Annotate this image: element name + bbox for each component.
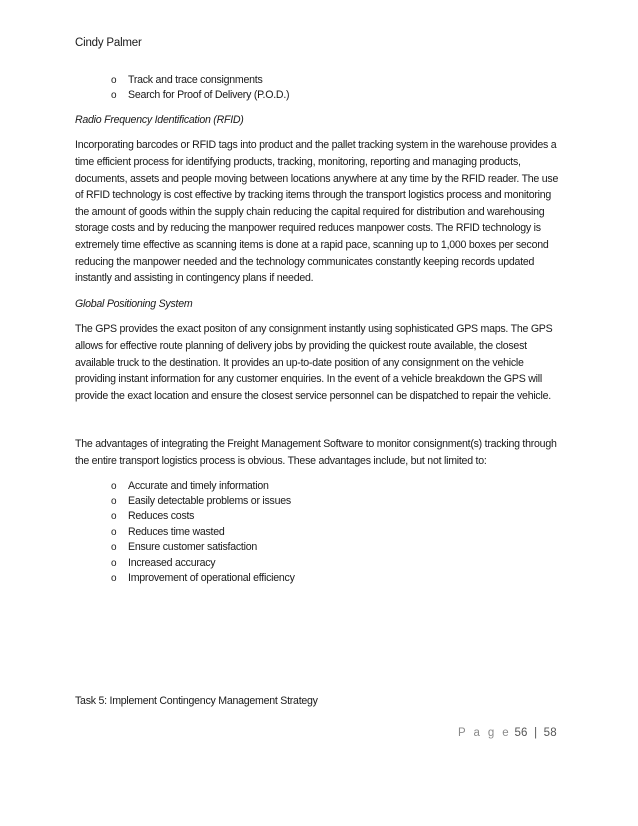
- hollow-bullet-icon: o: [111, 495, 117, 507]
- header-author: Cindy Palmer: [75, 37, 142, 49]
- list-item-text: Increased accuracy: [128, 556, 216, 569]
- list-item: [75, 571, 565, 586]
- hollow-bullet-icon: o: [111, 90, 117, 102]
- list-item: [75, 556, 565, 571]
- spacer: [75, 413, 565, 436]
- hollow-bullet-icon: o: [111, 511, 117, 523]
- hollow-bullet-icon: o: [111, 572, 117, 584]
- list-item: [75, 509, 565, 524]
- hollow-bullet-icon: o: [111, 542, 117, 554]
- spacer: [75, 594, 565, 693]
- hollow-bullet-icon: o: [111, 557, 117, 569]
- list-item: [75, 525, 565, 540]
- list-item-text: Accurate and timely information: [128, 479, 269, 492]
- list-item-text: Easily detectable problems or issues: [128, 494, 291, 507]
- rfid-heading: Radio Frequency Identification (RFID): [75, 113, 244, 126]
- top-bullet-list: [75, 73, 565, 104]
- page-footer: [458, 727, 557, 739]
- page-separator: |: [534, 727, 538, 739]
- page-current: 56: [514, 727, 528, 739]
- list-item: [75, 88, 565, 103]
- page-label: P a g e: [458, 727, 512, 739]
- page-content: [75, 73, 565, 719]
- gps-paragraph: The GPS provides the exact positon of any consignment instantly using sophisticated GPS maps. The GPS allows for effective route planning of delivery jobs by providing the quickest route available, the closest available truck to the destination. It provides an up-to-date position of any consignment on the vehicle providing instant information for any customer enquiries. In the event of a vehicle breakdown the GPS will provide the exact location and ensure the closest service personnel can be dispatched to repair the vehicle.: [75, 323, 553, 402]
- list-item-text: Ensure customer satisfaction: [128, 541, 258, 554]
- list-item: [75, 540, 565, 555]
- list-item-text: Search for Proof of Delivery (P.O.D.): [128, 89, 290, 102]
- advantages-intro: The advantages of integrating the Freight Management Software to monitor consignment(s) tracking through the entire transport logistics process is obvious. These advantages include, but not limited to:: [75, 438, 557, 467]
- gps-heading: Global Positioning System: [75, 297, 193, 310]
- hollow-bullet-icon: o: [111, 75, 117, 86]
- rfid-paragraph: Incorporating barcodes or RFID tags into product and the pallet tracking system in the warehouse provides a time efficient process for identifying products, tracking, monitoring, reporting and managing products, documents, assets and people moving between locations anywhere at any time by the RFID reader. The use of RFID technology is cost effective by tracking items through the transport logistics process and monitoring the amount of goods within the supply chain reducing the capital required for distribution and warehousing storage costs and by reducing the manpower required reduces manpower costs. The RFID technology is extremely time effective as scanning items is done at a rapid pace, scanning up to 1,000 boxes per second reducing the manpower needed and the technology communicates constantly keeping records updated instantly and assisting in contingency plans if needed.: [75, 139, 559, 285]
- task-heading: Task 5: Implement Contingency Management Strategy: [75, 695, 318, 708]
- advantages-list: [75, 479, 565, 587]
- list-item-text: Improvement of operational efficiency: [128, 571, 295, 584]
- list-item: [75, 494, 565, 509]
- hollow-bullet-icon: o: [111, 526, 117, 538]
- page-total: 58: [543, 727, 557, 739]
- list-item-text: Reduces time wasted: [128, 525, 225, 538]
- list-item: [75, 479, 565, 494]
- list-item: [75, 73, 565, 88]
- list-item-text: Reduces costs: [128, 510, 195, 523]
- hollow-bullet-icon: o: [111, 480, 117, 492]
- list-item-text: Track and trace consignments: [128, 74, 263, 86]
